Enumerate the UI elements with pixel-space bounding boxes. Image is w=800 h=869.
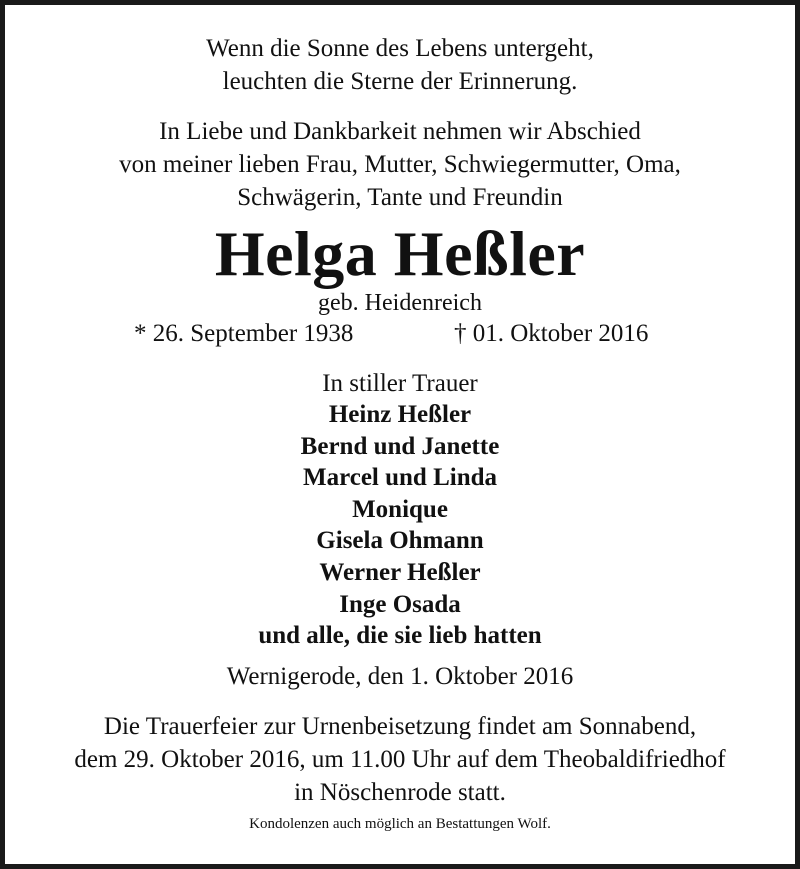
farewell-line: In Liebe und Dankbarkeit nehmen wir Abschied [159, 118, 641, 145]
mourner-name: und alle, die sie lieb hatten [258, 622, 542, 650]
mourner-name: Gisela Ohmann [316, 527, 484, 555]
mourners-list [0, 399, 800, 652]
birth-date: * 26. September 1938 [134, 320, 354, 347]
service-line: in Nöschenrode statt. [294, 779, 506, 806]
farewell-line: von meiner lieben Frau, Mutter, Schwiegermutter, Oma, [119, 151, 681, 178]
mourner-name: Inge Osada [339, 590, 461, 618]
mourning-intro: In stiller Trauer [322, 370, 478, 397]
place-and-date: Wernigerode, den 1. Oktober 2016 [226, 663, 574, 690]
service-line: Die Trauerfeier zur Urnenbeisetzung findet am Sonnabend, [103, 713, 697, 740]
mourner-name: Werner Heßler [319, 558, 481, 586]
farewell-text [0, 115, 800, 214]
service-line: dem 29. Oktober 2016, um 11.00 Uhr auf dem Theobaldifriedhof [74, 746, 726, 773]
verse-line: Wenn die Sonne des Lebens untergeht, [206, 35, 594, 62]
deceased-name: Helga Heßler [214, 218, 586, 289]
mourner-name: Bernd und Janette [300, 432, 500, 460]
mourner-name: Heinz Heßler [328, 401, 472, 428]
farewell-line: Schwägerin, Tante und Freundin [237, 184, 563, 211]
funeral-service-info [0, 710, 800, 809]
mourner-name: Monique [352, 495, 448, 523]
condolence-note: Kondolenzen auch möglich an Bestattungen Wolf. [249, 816, 551, 832]
opening-verse [0, 32, 800, 98]
verse-line: leuchten die Sterne der Erinnerung. [222, 68, 578, 95]
maiden-name: geb. Heidenreich [318, 290, 482, 316]
mourner-name: Marcel und Linda [302, 464, 498, 492]
death-date: † 01. Oktober 2016 [454, 320, 649, 347]
